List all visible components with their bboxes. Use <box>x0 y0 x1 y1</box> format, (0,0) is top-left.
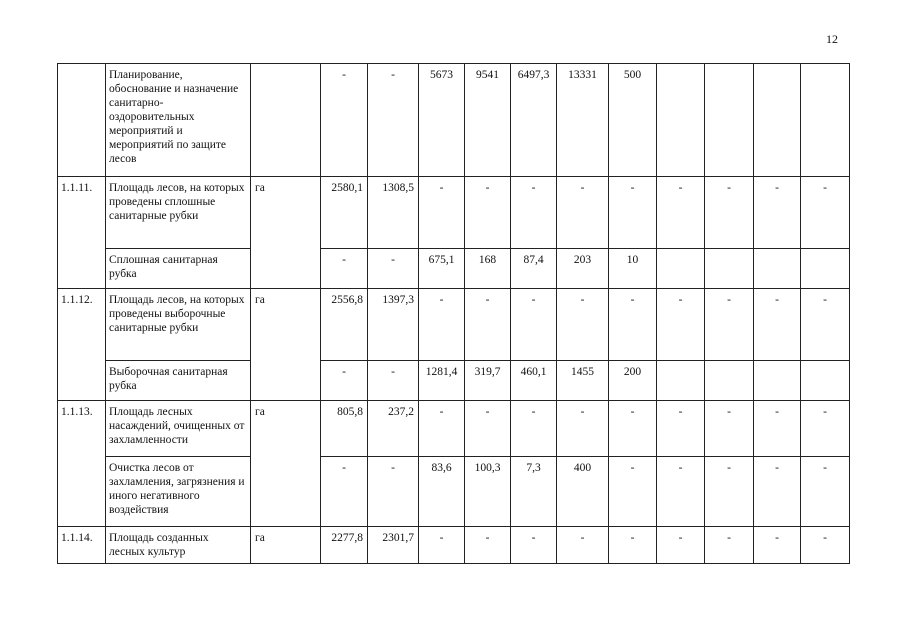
cell-value: - <box>321 249 368 289</box>
row-name: Площадь лесных насаждений, очищенных от захламленности <box>106 401 251 457</box>
cell-value: 200 <box>609 361 657 401</box>
cell-value: - <box>465 177 511 249</box>
row-name: Площадь лесов, на которых проведены сплошные санитарные рубки <box>106 177 251 249</box>
cell-value: - <box>321 457 368 527</box>
cell-value: - <box>609 527 657 564</box>
cell-value <box>754 361 801 401</box>
row-name: Планирование, обоснование и назначение санитарно-оздоровительных мероприятий и мероприятий по защите лесов <box>106 64 251 177</box>
forest-activities-table <box>57 63 850 564</box>
cell-value <box>801 361 850 401</box>
table-row <box>58 457 850 527</box>
cell-value <box>754 64 801 177</box>
cell-value: 2580,1 <box>321 177 368 249</box>
cell-value: - <box>368 249 419 289</box>
row-code: 1.1.12. <box>58 289 106 401</box>
table-row <box>58 249 850 289</box>
row-code: 1.1.13. <box>58 401 106 527</box>
cell-value: 2301,7 <box>368 527 419 564</box>
cell-value: - <box>657 527 705 564</box>
cell-value: 6497,3 <box>511 64 557 177</box>
cell-value: - <box>321 64 368 177</box>
cell-value: 203 <box>557 249 609 289</box>
cell-value: - <box>609 177 657 249</box>
cell-value: 2556,8 <box>321 289 368 361</box>
row-code: 1.1.14. <box>58 527 106 564</box>
cell-value: 83,6 <box>419 457 465 527</box>
cell-value: - <box>754 401 801 457</box>
cell-value: 87,4 <box>511 249 557 289</box>
cell-value: 168 <box>465 249 511 289</box>
row-code <box>58 64 106 177</box>
row-code: 1.1.11. <box>58 177 106 289</box>
cell-value <box>801 249 850 289</box>
row-name: Выборочная санитарная рубка <box>106 361 251 401</box>
table-row <box>58 64 850 177</box>
cell-value: - <box>465 401 511 457</box>
row-name: Сплошная санитарная рубка <box>106 249 251 289</box>
cell-value: - <box>754 457 801 527</box>
cell-value: 675,1 <box>419 249 465 289</box>
cell-value: 500 <box>609 64 657 177</box>
cell-value: - <box>511 289 557 361</box>
cell-value: - <box>465 289 511 361</box>
row-unit: га <box>251 527 321 564</box>
cell-value: - <box>801 527 850 564</box>
cell-value: 100,3 <box>465 457 511 527</box>
cell-value: - <box>705 401 754 457</box>
cell-value: - <box>419 289 465 361</box>
cell-value: 5673 <box>419 64 465 177</box>
table-row <box>58 527 850 564</box>
cell-value: 7,3 <box>511 457 557 527</box>
row-name: Площадь лесов, на которых проведены выборочные санитарные рубки <box>106 289 251 361</box>
table-row <box>58 361 850 401</box>
cell-value: - <box>511 401 557 457</box>
cell-value: - <box>754 527 801 564</box>
cell-value: - <box>419 177 465 249</box>
cell-value: 2277,8 <box>321 527 368 564</box>
cell-value: - <box>511 527 557 564</box>
cell-value: - <box>705 527 754 564</box>
cell-value: 10 <box>609 249 657 289</box>
row-name: Площадь созданных лесных культур <box>106 527 251 564</box>
cell-value: - <box>511 177 557 249</box>
cell-value: - <box>368 361 419 401</box>
cell-value: 319,7 <box>465 361 511 401</box>
table-row <box>58 289 850 361</box>
row-unit <box>251 64 321 177</box>
cell-value: - <box>609 289 657 361</box>
cell-value <box>705 361 754 401</box>
row-unit: га <box>251 177 321 289</box>
cell-value: - <box>657 289 705 361</box>
cell-value: - <box>557 527 609 564</box>
cell-value <box>657 64 705 177</box>
cell-value: - <box>419 527 465 564</box>
cell-value: - <box>801 177 850 249</box>
cell-value: - <box>705 177 754 249</box>
cell-value: - <box>368 64 419 177</box>
cell-value: 460,1 <box>511 361 557 401</box>
cell-value <box>657 249 705 289</box>
cell-value <box>705 249 754 289</box>
cell-value: - <box>609 401 657 457</box>
cell-value: - <box>801 457 850 527</box>
table-row <box>58 177 850 249</box>
cell-value: 13331 <box>557 64 609 177</box>
row-unit: га <box>251 289 321 401</box>
cell-value: 1281,4 <box>419 361 465 401</box>
cell-value <box>801 64 850 177</box>
cell-value: - <box>557 401 609 457</box>
cell-value: - <box>465 527 511 564</box>
cell-value <box>705 64 754 177</box>
cell-value: - <box>754 177 801 249</box>
cell-value: - <box>557 289 609 361</box>
cell-value: - <box>754 289 801 361</box>
cell-value: - <box>557 177 609 249</box>
table-row <box>58 401 850 457</box>
cell-value: - <box>801 289 850 361</box>
row-name: Очистка лесов от захламления, загрязнения и иного негативного воздействия <box>106 457 251 527</box>
cell-value: - <box>368 457 419 527</box>
row-unit: га <box>251 401 321 527</box>
cell-value: 805,8 <box>321 401 368 457</box>
cell-value: - <box>705 289 754 361</box>
page-number: 12 <box>826 32 838 46</box>
cell-value: - <box>657 177 705 249</box>
cell-value: 400 <box>557 457 609 527</box>
cell-value: - <box>801 401 850 457</box>
cell-value: - <box>419 401 465 457</box>
cell-value: - <box>657 457 705 527</box>
cell-value <box>657 361 705 401</box>
cell-value: - <box>705 457 754 527</box>
cell-value <box>754 249 801 289</box>
cell-value: 1308,5 <box>368 177 419 249</box>
cell-value: 237,2 <box>368 401 419 457</box>
cell-value: - <box>321 361 368 401</box>
cell-value: - <box>609 457 657 527</box>
cell-value: - <box>657 401 705 457</box>
cell-value: 9541 <box>465 64 511 177</box>
cell-value: 1455 <box>557 361 609 401</box>
cell-value: 1397,3 <box>368 289 419 361</box>
